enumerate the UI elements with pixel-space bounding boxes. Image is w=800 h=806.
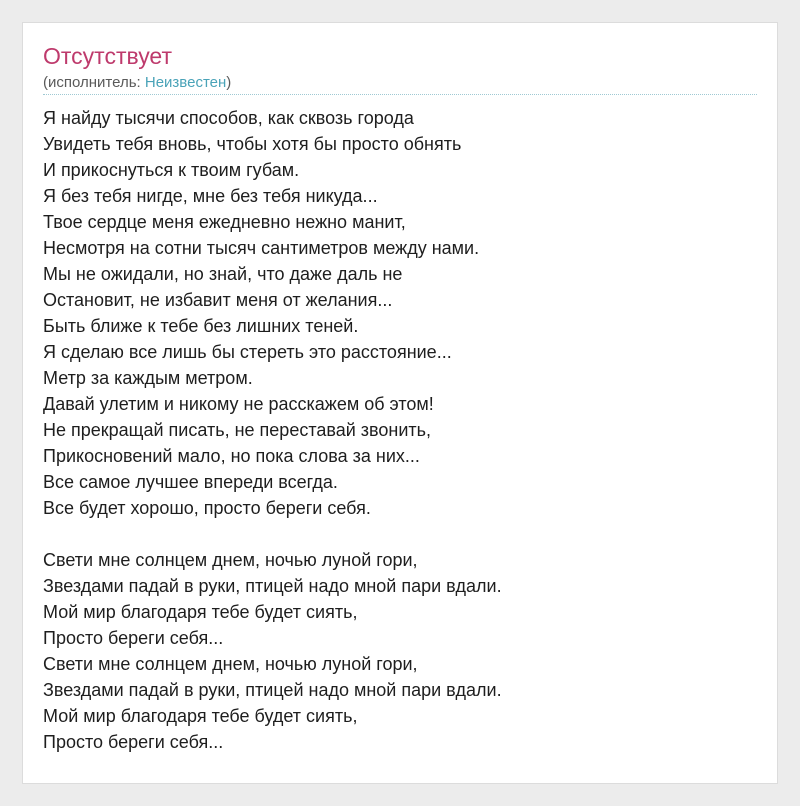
lyric-line: Все будет хорошо, просто береги себя. <box>43 498 371 518</box>
lyric-line: Мой мир благодаря тебе будет сиять, <box>43 706 358 726</box>
lyric-line: Звездами падай в руки, птицей надо мной пари вдали. <box>43 680 502 700</box>
lyrics-text <box>43 105 757 755</box>
lyric-line: Мой мир благодаря тебе будет сиять, <box>43 602 358 622</box>
lyric-line: Все самое лучшее впереди всегда. <box>43 472 338 492</box>
lyric-line: Увидеть тебя вновь, чтобы хотя бы просто обнять <box>43 134 462 154</box>
lyric-line: Не прекращай писать, не переставай звонить, <box>43 420 432 440</box>
artist-line <box>43 73 231 93</box>
artist-link[interactable]: Неизвестен <box>144 74 227 91</box>
lyric-line: Метр за каждым метром. <box>43 368 253 388</box>
lyrics-card <box>22 22 778 784</box>
song-title: Отсутствует <box>43 43 172 69</box>
lyric-line: Просто береги себя... <box>43 732 224 752</box>
lyric-line: Звездами падай в руки, птицей надо мной пари вдали. <box>43 576 502 596</box>
lyric-line: И прикоснуться к твоим губам. <box>43 160 300 180</box>
lyric-line: Я без тебя нигде, мне без тебя никуда... <box>43 186 378 206</box>
lyric-line: Прикосновений мало, но пока слова за них... <box>43 446 420 466</box>
lyric-line: Свети мне солнцем днем, ночью луной гори, <box>43 550 418 570</box>
lyric-line: Мы не ожидали, но знай, что даже даль не <box>43 264 403 284</box>
lyric-line: Я сделаю все лишь бы стереть это расстояние... <box>43 342 452 362</box>
artist-label: (исполнитель: <box>43 74 145 91</box>
lyric-line: Я найду тысячи способов, как сквозь города <box>43 108 414 128</box>
lyric-line: Несмотря на сотни тысяч сантиметров между нами. <box>43 238 480 258</box>
lyric-line: Давай улетим и никому не расскажем об этом! <box>43 394 434 414</box>
lyric-line: Быть ближе к тебе без лишних теней. <box>43 316 359 336</box>
artist-close: ) <box>226 74 232 91</box>
lyric-line: Остановит, не избавит меня от желания... <box>43 290 393 310</box>
lyric-line: Просто береги себя... <box>43 628 224 648</box>
verse-separator <box>43 521 757 547</box>
lyric-line: Твое сердце меня ежедневно нежно манит, <box>43 212 406 232</box>
lyric-line: Свети мне солнцем днем, ночью луной гори, <box>43 654 418 674</box>
title-divider <box>43 94 757 95</box>
